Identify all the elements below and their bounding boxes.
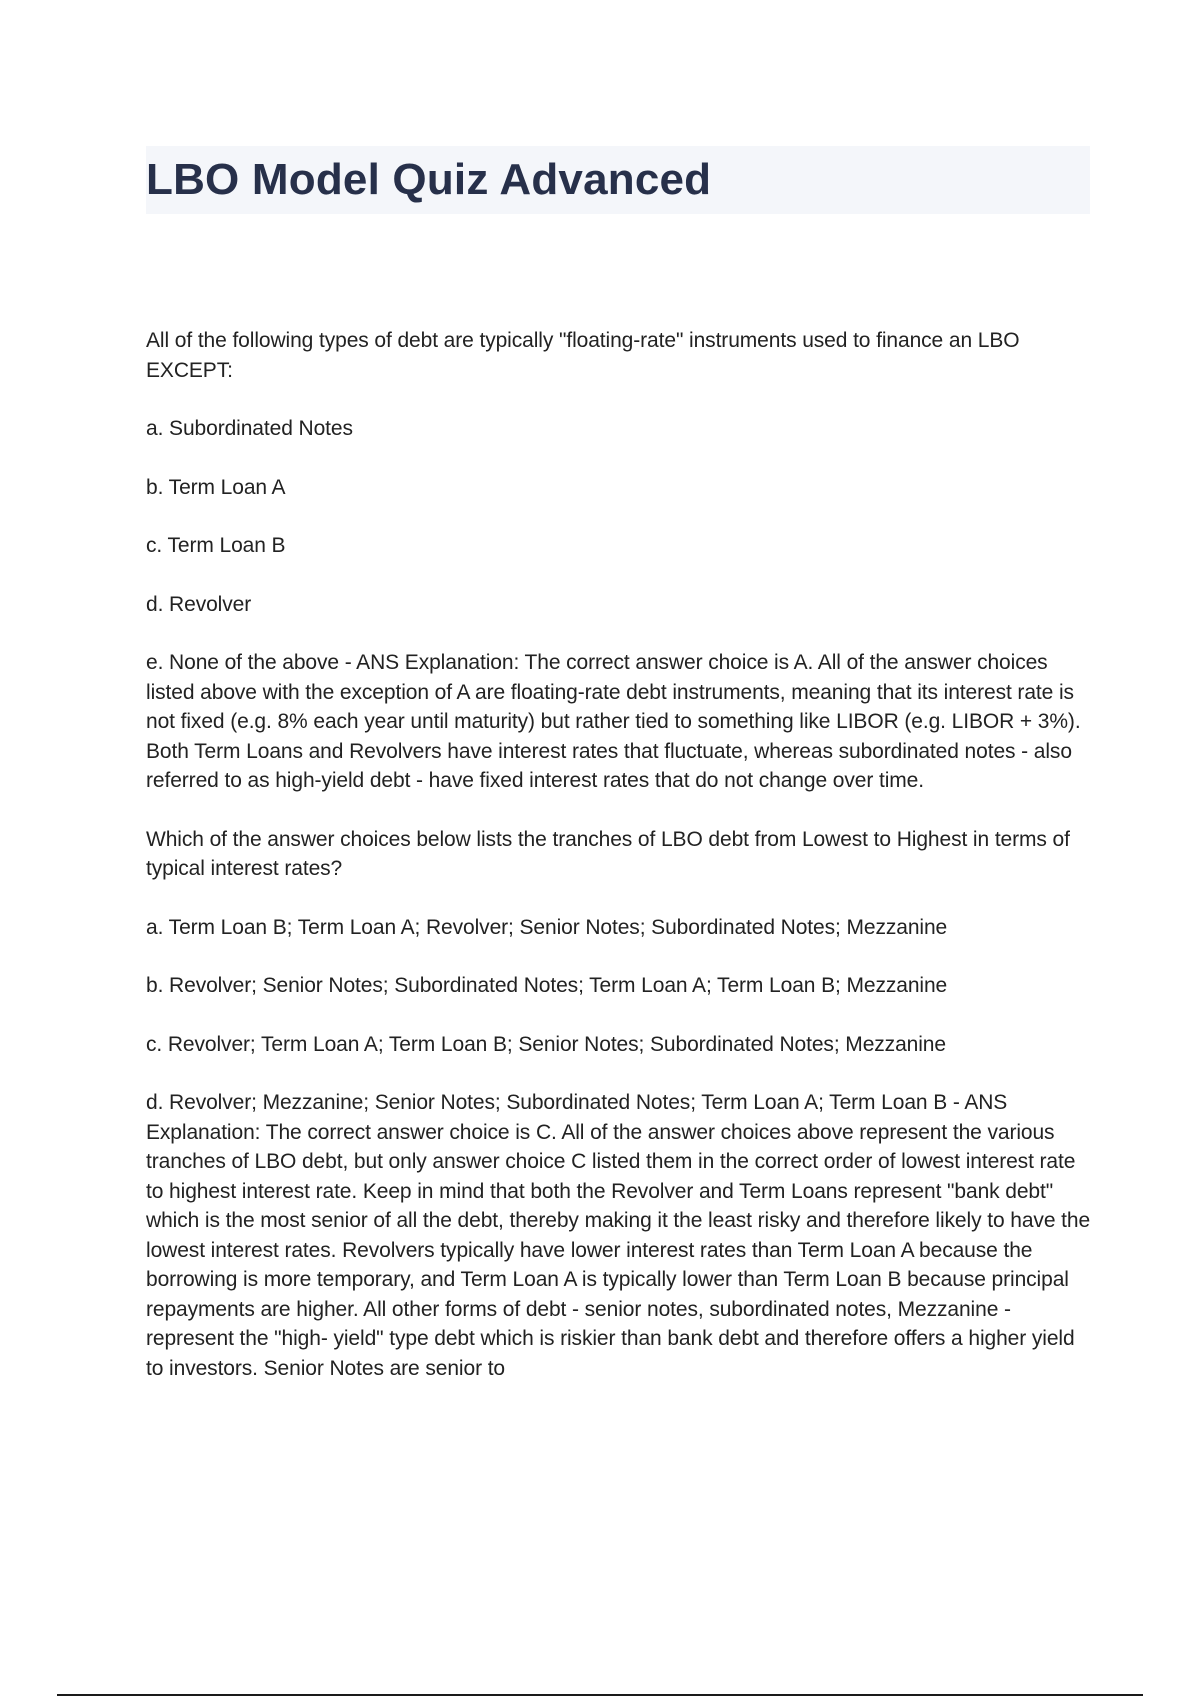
answer-option: d. Revolver xyxy=(146,592,252,616)
question-prompt: Which of the answer choices below lists the tranches of LBO debt from Lowest to Highest in terms of typical interest rates? xyxy=(146,827,1070,880)
question-1 xyxy=(146,326,1092,796)
page-title: LBO Model Quiz Advanced xyxy=(146,155,712,204)
answer-option-with-explanation: e. None of the above - ANS Explanation: The correct answer choice is A. All of the answer choices listed above with the exception of A are floating-rate debt instruments, meaning that its interest rate is not fixed (e.g. 8% each year until maturity) but rather tied to something like LIBOR (e.g. LIBOR + 3%). Both Term Loans and Revolvers have interest rates that fluctuate, whereas subordinated notes - also referred to as high-yield debt - have fixed interest rates that do not change over time. xyxy=(146,651,1081,792)
answer-option: b. Revolver; Senior Notes; Subordinated Notes; Term Loan A; Term Loan B; Mezzanine xyxy=(146,974,948,997)
answer-option: c. Revolver; Term Loan A; Term Loan B; Senior Notes; Subordinated Notes; Mezzanine xyxy=(146,1032,946,1056)
answer-option-with-explanation: d. Revolver; Mezzanine; Senior Notes; Subordinated Notes; Term Loan A; Term Loan B - ANS Explanation: The correct answer choice is C. All of the answer choices above represent the various tranches of LBO debt, but only answer choice C listed them in the correct order of lowest interest rate to highest interest rate. Keep in mind that both the Revolver and Term Loans represent "bank debt" which is the most senior of all the debt, thereby making it the least risky and therefore likely to have the lowest interest rates. Revolvers typically have lower interest rates than Term Loan A because the borrowing is more temporary, and Term Loan A is typically lower than Term Loan B because principal repayments are higher. All other forms of debt - senior notes, subordinated notes, Mezzanine - represent the "high- yield" type debt which is riskier than bank debt and therefore offers a higher yield to investors. Senior Notes are senior to xyxy=(146,1091,1091,1380)
question-prompt: All of the following types of debt are typically "floating-rate" instruments used to finance an LBO EXCEPT: xyxy=(146,329,1020,382)
answer-option: c. Term Loan B xyxy=(146,534,286,557)
answer-option: a. Subordinated Notes xyxy=(146,417,353,440)
footer-divider xyxy=(57,1694,1143,1696)
answer-option: b. Term Loan A xyxy=(146,475,286,499)
quiz-content xyxy=(146,326,1092,1383)
question-2 xyxy=(146,825,1092,1384)
answer-option: a. Term Loan B; Term Loan A; Revolver; Senior Notes; Subordinated Notes; Mezzanine xyxy=(146,915,948,939)
